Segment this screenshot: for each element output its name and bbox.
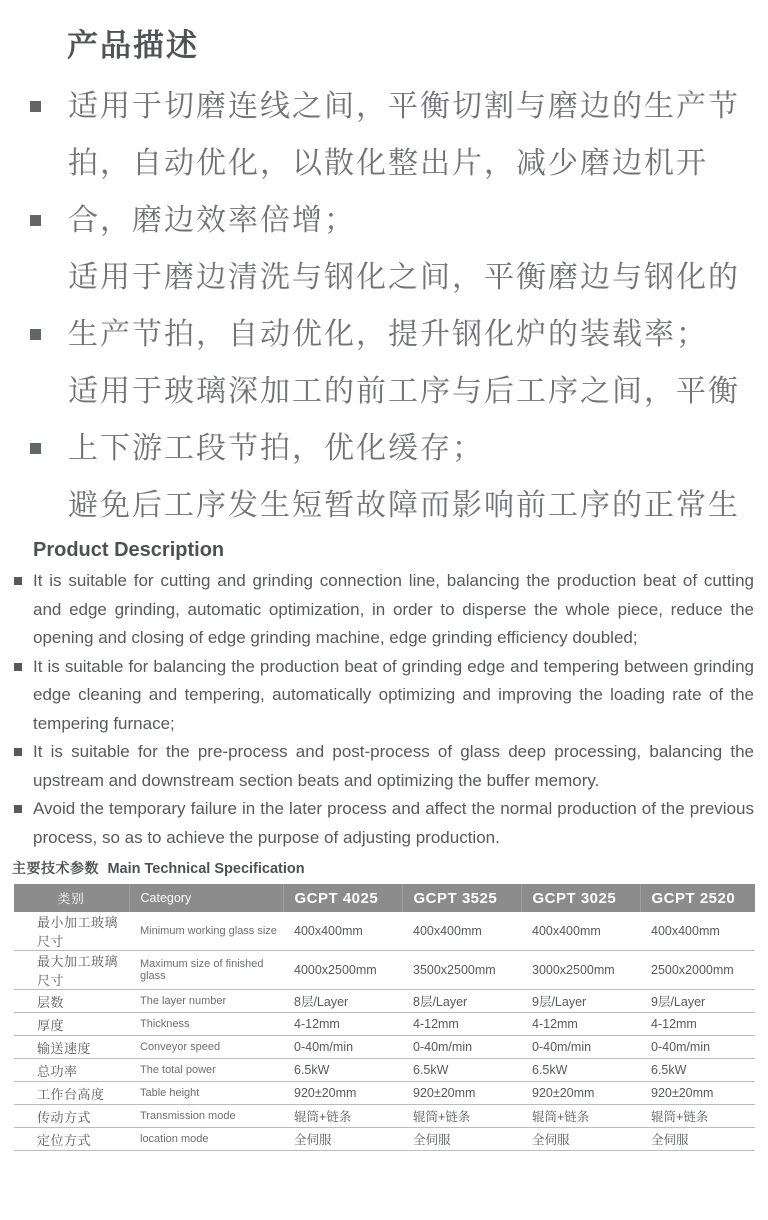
cn-page-title: 产品描述 [67, 28, 199, 63]
en-item-text: It is suitable for cutting and grinding connection line, balancing the production beat of cutting and edge grinding, automatic optimization, in order to disperse the whole piece, reduce the opening and closing of edge grinding machine, edge grinding efficiency doubled; [33, 571, 754, 647]
bullet-square-icon [14, 805, 22, 813]
bullet-square-icon [14, 663, 22, 671]
spec-value: 6.5kW [521, 1059, 640, 1082]
spec-value: 400x400mm [402, 912, 521, 951]
table-row [14, 951, 755, 990]
cn-line-text: 避免后工序发生短暂故障而影响前工序的正常生 [68, 489, 740, 522]
spec-value: 400x400mm [521, 912, 640, 951]
column-header-model: GCPT 3025 [521, 884, 640, 912]
spec-value: 0-40m/min [640, 1036, 755, 1059]
table-row [14, 1013, 755, 1036]
spec-table [14, 884, 755, 1151]
column-header-category-cn: 类别 [14, 884, 129, 912]
spec-value: 920±20mm [402, 1082, 521, 1105]
en-list-item [14, 567, 754, 653]
en-list-item [14, 795, 754, 852]
spec-value: 3500x2500mm [402, 951, 521, 990]
spec-value: 920±20mm [521, 1082, 640, 1105]
cn-list-line [0, 420, 768, 477]
spec-value: 4-12mm [283, 1013, 402, 1036]
spec-value: 4-12mm [521, 1013, 640, 1036]
row-label-cn: 总功率 [14, 1059, 129, 1082]
row-label-en: Transmission mode [129, 1105, 283, 1128]
spec-value: 辊筒+链条 [640, 1105, 755, 1128]
column-header-model: GCPT 4025 [283, 884, 402, 912]
spec-value: 9层/Layer [521, 990, 640, 1013]
spec-value: 0-40m/min [521, 1036, 640, 1059]
bullet-square-icon [30, 101, 41, 112]
spec-table-body [14, 912, 755, 1151]
cn-list-line [0, 363, 768, 420]
spec-value: 4-12mm [640, 1013, 755, 1036]
spec-value: 6.5kW [640, 1059, 755, 1082]
spec-value: 全伺服 [640, 1128, 755, 1151]
en-list-item [14, 653, 754, 739]
cn-line-text: 适用于玻璃深加工的前工序与后工序之间，平衡 [68, 375, 740, 408]
en-item-text: Avoid the temporary failure in the later process and affect the normal production of the previous process, so as to achieve the purpose of adjusting production. [33, 799, 754, 847]
column-header-model: GCPT 3525 [402, 884, 521, 912]
header-row [14, 884, 755, 912]
table-row [14, 1082, 755, 1105]
spec-caption-en: Main Technical Specification [107, 861, 305, 877]
spec-value: 全伺服 [402, 1128, 521, 1151]
row-label-cn: 最大加工玻璃尺寸 [14, 951, 129, 990]
en-section-title: Product Description [33, 539, 225, 561]
table-row [14, 990, 755, 1013]
cn-list-line [0, 306, 768, 363]
row-label-en: location mode [129, 1128, 283, 1151]
cn-line-text: 上下游工段节拍，优化缓存； [68, 432, 484, 465]
cn-line-text: 生产节拍，自动优化，提升钢化炉的装载率； [68, 318, 708, 351]
table-row [14, 1128, 755, 1151]
spec-table-caption [12, 859, 768, 878]
spec-value: 0-40m/min [283, 1036, 402, 1059]
row-label-en: Maximum size of finished glass [129, 951, 283, 990]
row-label-cn: 层数 [14, 990, 129, 1013]
spec-value: 6.5kW [283, 1059, 402, 1082]
bullet-square-icon [30, 215, 41, 226]
row-label-en: The total power [129, 1059, 283, 1082]
cn-list-line [0, 249, 768, 306]
row-label-en: Table height [129, 1082, 283, 1105]
product-description-page [0, 25, 768, 1220]
spec-value: 辊筒+链条 [402, 1105, 521, 1128]
cn-list-line [0, 192, 768, 249]
row-label-en: Minimum working glass size [129, 912, 283, 951]
spec-value: 辊筒+链条 [283, 1105, 402, 1128]
spec-value: 全伺服 [521, 1128, 640, 1151]
spec-caption-cn: 主要技术参数 [12, 860, 99, 876]
cn-list-line [0, 477, 768, 534]
en-list-item [14, 738, 754, 795]
table-row [14, 1105, 755, 1128]
table-row [14, 1059, 755, 1082]
spec-table-header [14, 884, 755, 912]
en-item-text: It is suitable for balancing the production beat of grinding edge and tempering between grinding edge cleaning and tempering, automatically optimizing and improving the loading rate of the tempering furnace; [33, 656, 754, 733]
table-row [14, 1036, 755, 1059]
spec-value: 400x400mm [640, 912, 755, 951]
spec-value: 4000x2500mm [283, 951, 402, 990]
table-row [14, 912, 755, 951]
spec-value: 8层/Layer [283, 990, 402, 1013]
spec-value: 920±20mm [640, 1082, 755, 1105]
spec-value: 0-40m/min [402, 1036, 521, 1059]
bullet-square-icon [14, 577, 22, 585]
row-label-cn: 定位方式 [14, 1128, 129, 1151]
en-item-text: It is suitable for the pre-process and post-process of glass deep processing, balancing the upstream and downstream section beats and optimizing the buffer memory. [33, 742, 754, 790]
spec-value: 400x400mm [283, 912, 402, 951]
spec-value: 8层/Layer [402, 990, 521, 1013]
spec-value: 9层/Layer [640, 990, 755, 1013]
spec-value: 辊筒+链条 [521, 1105, 640, 1128]
cn-line-text: 合，磨边效率倍增； [68, 204, 356, 237]
row-label-cn: 厚度 [14, 1013, 129, 1036]
cn-line-text: 拍，自动优化，以散化整出片，减少磨边机开 [68, 147, 708, 180]
row-label-cn: 最小加工玻璃尺寸 [14, 912, 129, 951]
row-label-cn: 工作台高度 [14, 1082, 129, 1105]
spec-value: 4-12mm [402, 1013, 521, 1036]
cn-list-line [0, 78, 768, 135]
row-label-en: Conveyor speed [129, 1036, 283, 1059]
column-header-model: GCPT 2520 [640, 884, 755, 912]
cn-line-text: 适用于切磨连线之间，平衡切割与磨边的生产节 [68, 90, 740, 123]
spec-value: 6.5kW [402, 1059, 521, 1082]
spec-value: 全伺服 [283, 1128, 402, 1151]
row-label-cn: 输送速度 [14, 1036, 129, 1059]
row-label-en: The layer number [129, 990, 283, 1013]
row-label-cn: 传动方式 [14, 1105, 129, 1128]
bullet-square-icon [30, 329, 41, 340]
cn-line-text: 适用于磨边清洗与钢化之间，平衡磨边与钢化的 [68, 261, 740, 294]
bullet-square-icon [14, 748, 22, 756]
en-section [14, 537, 754, 852]
spec-value: 3000x2500mm [521, 951, 640, 990]
cn-list-line [0, 135, 768, 192]
column-header-category-en: Category [129, 884, 283, 912]
spec-value: 2500x2000mm [640, 951, 755, 990]
cn-bullet-list [0, 78, 768, 534]
spec-value: 920±20mm [283, 1082, 402, 1105]
bullet-square-icon [30, 443, 41, 454]
row-label-en: Thickness [129, 1013, 283, 1036]
